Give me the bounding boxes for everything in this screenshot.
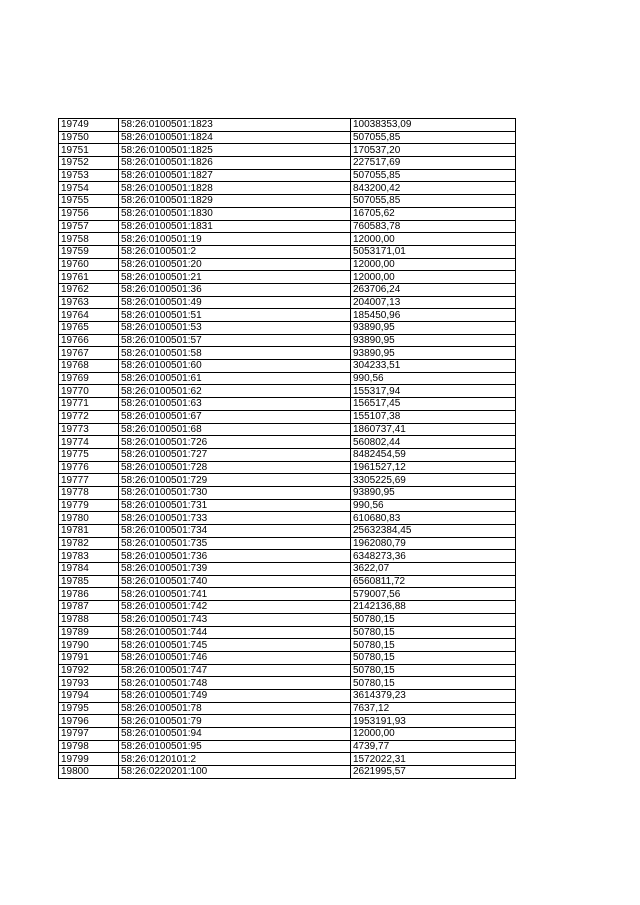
table-row [59, 499, 516, 512]
row-number-cell: 19793 [59, 677, 119, 690]
value-cell: 2142136,88 [351, 601, 516, 614]
cadastral-number-cell: 58:26:0100501:736 [119, 550, 351, 563]
cadastral-number-cell: 58:26:0100501:739 [119, 563, 351, 576]
cadastral-number-cell: 58:26:0100501:745 [119, 639, 351, 652]
value-cell: 50780,15 [351, 613, 516, 626]
value-cell: 50780,15 [351, 677, 516, 690]
row-number-cell: 19781 [59, 525, 119, 538]
value-cell: 93890,95 [351, 347, 516, 360]
table-row [59, 588, 516, 601]
value-cell: 263706,24 [351, 283, 516, 296]
cadastral-number-cell: 58:26:0100501:733 [119, 512, 351, 525]
cadastral-number-cell: 58:26:0100501:58 [119, 347, 351, 360]
table-row [59, 689, 516, 702]
value-cell: 93890,95 [351, 486, 516, 499]
table-row [59, 347, 516, 360]
cadastral-number-cell: 58:26:0100501:734 [119, 525, 351, 538]
cadastral-number-cell: 58:26:0100501:51 [119, 309, 351, 322]
cadastral-number-cell: 58:26:0100501:742 [119, 601, 351, 614]
row-number-cell: 19794 [59, 689, 119, 702]
table-row [59, 766, 516, 779]
value-cell: 227517,69 [351, 157, 516, 170]
cadastral-number-cell: 58:26:0100501:744 [119, 626, 351, 639]
cadastral-number-cell: 58:26:0100501:728 [119, 461, 351, 474]
value-cell: 50780,15 [351, 664, 516, 677]
table-row [59, 702, 516, 715]
row-number-cell: 19764 [59, 309, 119, 322]
cadastral-number-cell: 58:26:0100501:20 [119, 258, 351, 271]
value-cell: 507055,85 [351, 131, 516, 144]
row-number-cell: 19798 [59, 740, 119, 753]
row-number-cell: 19763 [59, 296, 119, 309]
table-row [59, 322, 516, 335]
value-cell: 10038353,09 [351, 119, 516, 132]
value-cell: 50780,15 [351, 626, 516, 639]
table-row [59, 144, 516, 157]
table-row [59, 461, 516, 474]
cadastral-number-cell: 58:26:0100501:94 [119, 728, 351, 741]
table-row [59, 639, 516, 652]
table-row [59, 207, 516, 220]
table-row [59, 271, 516, 284]
value-cell: 760583,78 [351, 220, 516, 233]
cadastral-number-cell: 58:26:0100501:729 [119, 474, 351, 487]
row-number-cell: 19767 [59, 347, 119, 360]
row-number-cell: 19776 [59, 461, 119, 474]
table-row [59, 398, 516, 411]
row-number-cell: 19786 [59, 588, 119, 601]
value-cell: 6560811,72 [351, 575, 516, 588]
value-cell: 3622,07 [351, 563, 516, 576]
table-row [59, 525, 516, 538]
row-number-cell: 19784 [59, 563, 119, 576]
data-table [58, 118, 516, 779]
cadastral-number-cell: 58:26:0100501:741 [119, 588, 351, 601]
cadastral-number-cell: 58:26:0100501:1830 [119, 207, 351, 220]
cadastral-number-cell: 58:26:0100501:727 [119, 448, 351, 461]
value-cell: 8482454,59 [351, 448, 516, 461]
row-number-cell: 19777 [59, 474, 119, 487]
value-cell: 6348273,36 [351, 550, 516, 563]
table-row [59, 613, 516, 626]
cadastral-number-cell: 58:26:0100501:21 [119, 271, 351, 284]
cadastral-number-cell: 58:26:0100501:735 [119, 537, 351, 550]
value-cell: 50780,15 [351, 651, 516, 664]
table-row [59, 626, 516, 639]
row-number-cell: 19772 [59, 410, 119, 423]
value-cell: 579007,56 [351, 588, 516, 601]
cadastral-number-cell: 58:26:0100501:749 [119, 689, 351, 702]
cadastral-number-cell: 58:26:0100501:49 [119, 296, 351, 309]
row-number-cell: 19755 [59, 195, 119, 208]
value-cell: 50780,15 [351, 639, 516, 652]
row-number-cell: 19800 [59, 766, 119, 779]
row-number-cell: 19780 [59, 512, 119, 525]
table-body [59, 119, 516, 779]
cadastral-number-cell: 58:26:0100501:78 [119, 702, 351, 715]
table-row [59, 233, 516, 246]
table-row [59, 601, 516, 614]
cadastral-number-cell: 58:26:0100501:62 [119, 385, 351, 398]
table-row [59, 753, 516, 766]
cadastral-number-cell: 58:26:0100501:19 [119, 233, 351, 246]
table-row [59, 309, 516, 322]
table-row [59, 537, 516, 550]
value-cell: 3614379,23 [351, 689, 516, 702]
table-row [59, 474, 516, 487]
cadastral-number-cell: 58:26:0100501:730 [119, 486, 351, 499]
table-row [59, 385, 516, 398]
value-cell: 93890,95 [351, 334, 516, 347]
value-cell: 560802,44 [351, 436, 516, 449]
row-number-cell: 19761 [59, 271, 119, 284]
table-row [59, 360, 516, 373]
table-row [59, 169, 516, 182]
value-cell: 507055,85 [351, 169, 516, 182]
cadastral-number-cell: 58:26:0100501:1831 [119, 220, 351, 233]
table-row [59, 258, 516, 271]
row-number-cell: 19756 [59, 207, 119, 220]
value-cell: 185450,96 [351, 309, 516, 322]
row-number-cell: 19754 [59, 182, 119, 195]
table-row [59, 372, 516, 385]
row-number-cell: 19757 [59, 220, 119, 233]
cadastral-number-cell: 58:26:0100501:63 [119, 398, 351, 411]
cadastral-number-cell: 58:26:0100501:731 [119, 499, 351, 512]
value-cell: 1961527,12 [351, 461, 516, 474]
value-cell: 16705,62 [351, 207, 516, 220]
cadastral-number-cell: 58:26:0100501:95 [119, 740, 351, 753]
table-row [59, 410, 516, 423]
row-number-cell: 19759 [59, 245, 119, 258]
value-cell: 93890,95 [351, 322, 516, 335]
cadastral-number-cell: 58:26:0100501:60 [119, 360, 351, 373]
cadastral-number-cell: 58:26:0100501:57 [119, 334, 351, 347]
row-number-cell: 19770 [59, 385, 119, 398]
table-row [59, 512, 516, 525]
value-cell: 990,56 [351, 499, 516, 512]
value-cell: 1572022,31 [351, 753, 516, 766]
row-number-cell: 19799 [59, 753, 119, 766]
row-number-cell: 19797 [59, 728, 119, 741]
row-number-cell: 19773 [59, 423, 119, 436]
cadastral-number-cell: 58:26:0100501:67 [119, 410, 351, 423]
value-cell: 7637,12 [351, 702, 516, 715]
table-row [59, 677, 516, 690]
cadastral-number-cell: 58:26:0100501:1827 [119, 169, 351, 182]
row-number-cell: 19751 [59, 144, 119, 157]
table-row [59, 245, 516, 258]
table-row [59, 448, 516, 461]
cadastral-number-cell: 58:26:0100501:743 [119, 613, 351, 626]
row-number-cell: 19789 [59, 626, 119, 639]
value-cell: 507055,85 [351, 195, 516, 208]
cadastral-number-cell: 58:26:0100501:2 [119, 245, 351, 258]
row-number-cell: 19779 [59, 499, 119, 512]
table-row [59, 119, 516, 132]
table-row [59, 195, 516, 208]
row-number-cell: 19795 [59, 702, 119, 715]
row-number-cell: 19791 [59, 651, 119, 664]
cadastral-number-cell: 58:26:0220201:100 [119, 766, 351, 779]
row-number-cell: 19774 [59, 436, 119, 449]
value-cell: 304233,51 [351, 360, 516, 373]
table-row [59, 220, 516, 233]
table-row [59, 651, 516, 664]
value-cell: 2621995,57 [351, 766, 516, 779]
value-cell: 155107,38 [351, 410, 516, 423]
row-number-cell: 19768 [59, 360, 119, 373]
cadastral-number-cell: 58:26:0100501:1829 [119, 195, 351, 208]
cadastral-number-cell: 58:26:0100501:747 [119, 664, 351, 677]
row-number-cell: 19792 [59, 664, 119, 677]
value-cell: 156517,45 [351, 398, 516, 411]
cadastral-number-cell: 58:26:0120101:2 [119, 753, 351, 766]
row-number-cell: 19766 [59, 334, 119, 347]
row-number-cell: 19796 [59, 715, 119, 728]
value-cell: 5053171,01 [351, 245, 516, 258]
row-number-cell: 19753 [59, 169, 119, 182]
cadastral-number-cell: 58:26:0100501:79 [119, 715, 351, 728]
value-cell: 843200,42 [351, 182, 516, 195]
table-row [59, 296, 516, 309]
cadastral-number-cell: 58:26:0100501:61 [119, 372, 351, 385]
value-cell: 204007,13 [351, 296, 516, 309]
table-row [59, 575, 516, 588]
row-number-cell: 19752 [59, 157, 119, 170]
row-number-cell: 19790 [59, 639, 119, 652]
table-row [59, 436, 516, 449]
row-number-cell: 19775 [59, 448, 119, 461]
table-row [59, 157, 516, 170]
table-row [59, 131, 516, 144]
table-row [59, 563, 516, 576]
row-number-cell: 19758 [59, 233, 119, 246]
cadastral-number-cell: 58:26:0100501:1824 [119, 131, 351, 144]
table-row [59, 334, 516, 347]
cadastral-number-cell: 58:26:0100501:1823 [119, 119, 351, 132]
cadastral-number-cell: 58:26:0100501:36 [119, 283, 351, 296]
table-row [59, 182, 516, 195]
row-number-cell: 19769 [59, 372, 119, 385]
cadastral-number-cell: 58:26:0100501:748 [119, 677, 351, 690]
row-number-cell: 19771 [59, 398, 119, 411]
table-row [59, 664, 516, 677]
table-row [59, 283, 516, 296]
value-cell: 12000,00 [351, 728, 516, 741]
value-cell: 25632384,45 [351, 525, 516, 538]
cadastral-number-cell: 58:26:0100501:1826 [119, 157, 351, 170]
row-number-cell: 19787 [59, 601, 119, 614]
table-row [59, 728, 516, 741]
row-number-cell: 19788 [59, 613, 119, 626]
table-row [59, 486, 516, 499]
value-cell: 155317,94 [351, 385, 516, 398]
cadastral-number-cell: 58:26:0100501:1828 [119, 182, 351, 195]
cadastral-number-cell: 58:26:0100501:1825 [119, 144, 351, 157]
cadastral-number-cell: 58:26:0100501:68 [119, 423, 351, 436]
row-number-cell: 19765 [59, 322, 119, 335]
cadastral-number-cell: 58:26:0100501:726 [119, 436, 351, 449]
row-number-cell: 19762 [59, 283, 119, 296]
value-cell: 170537,20 [351, 144, 516, 157]
row-number-cell: 19749 [59, 119, 119, 132]
table-row [59, 715, 516, 728]
value-cell: 3305225,69 [351, 474, 516, 487]
value-cell: 1962080,79 [351, 537, 516, 550]
table-row [59, 550, 516, 563]
row-number-cell: 19782 [59, 537, 119, 550]
value-cell: 12000,00 [351, 258, 516, 271]
table-row [59, 423, 516, 436]
value-cell: 1953191,93 [351, 715, 516, 728]
table-row [59, 740, 516, 753]
value-cell: 1860737,41 [351, 423, 516, 436]
row-number-cell: 19778 [59, 486, 119, 499]
row-number-cell: 19760 [59, 258, 119, 271]
cadastral-number-cell: 58:26:0100501:746 [119, 651, 351, 664]
cadastral-number-cell: 58:26:0100501:740 [119, 575, 351, 588]
value-cell: 610680,83 [351, 512, 516, 525]
value-cell: 12000,00 [351, 271, 516, 284]
row-number-cell: 19785 [59, 575, 119, 588]
row-number-cell: 19783 [59, 550, 119, 563]
value-cell: 990,56 [351, 372, 516, 385]
row-number-cell: 19750 [59, 131, 119, 144]
value-cell: 12000,00 [351, 233, 516, 246]
value-cell: 4739,77 [351, 740, 516, 753]
cadastral-number-cell: 58:26:0100501:53 [119, 322, 351, 335]
